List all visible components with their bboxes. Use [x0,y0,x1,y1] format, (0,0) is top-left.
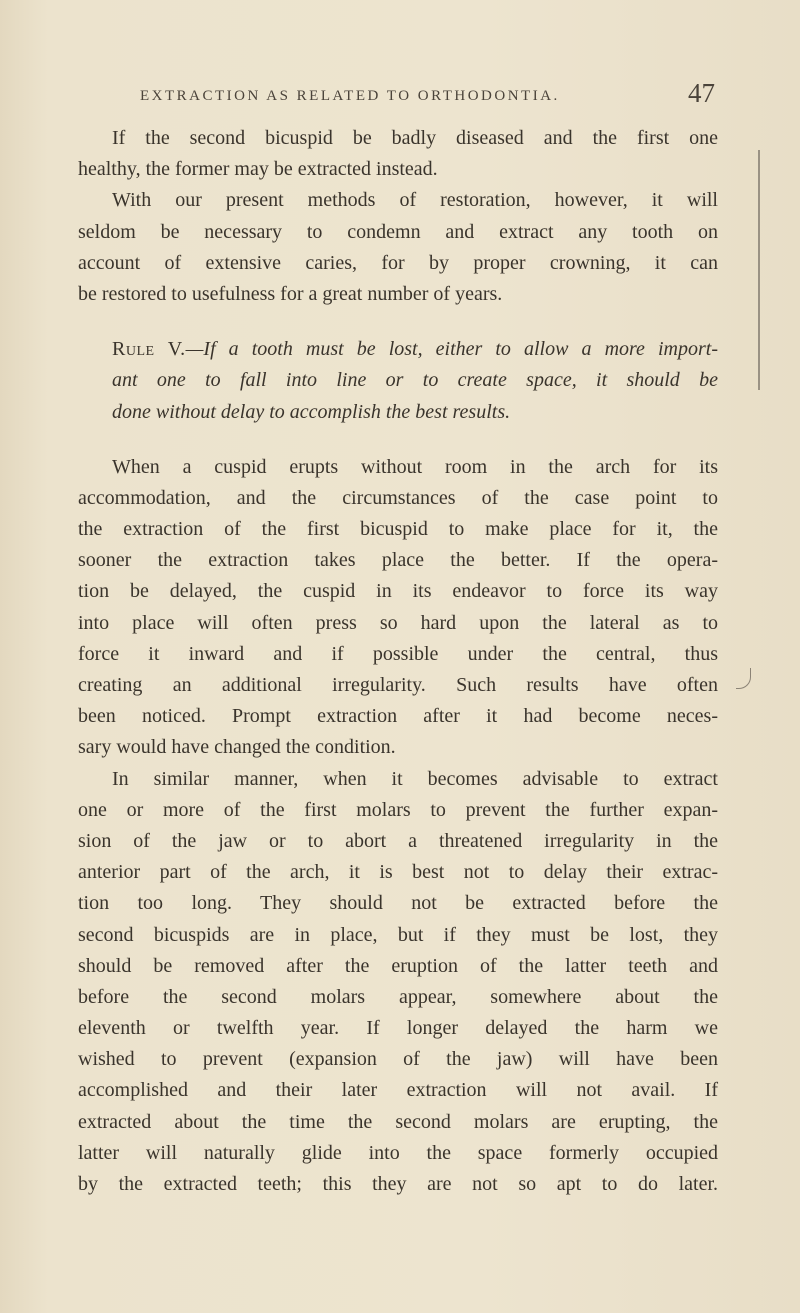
rule-text: —If a tooth must be lost, either to allow a more import- [185,338,718,361]
text-line: anterior part of the arch, it is best not to delay their extrac- [78,861,718,884]
paragraph-4 [78,764,718,1201]
text-line [78,334,718,365]
page-number: 47 [688,78,715,108]
text-line: seldom be necessary to condemn and extract any tooth on [78,220,718,243]
text-line: second bicuspids are in place, but if they must be lost, they [78,923,718,946]
paragraph-1 [78,123,718,185]
text-line: by the extracted teeth; this they are not so apt to do later. [78,1173,718,1195]
text-line: be restored to usefulness for a great number of years. [78,282,503,305]
text-line: extracted about the time the second molars are erupting, the [78,1110,718,1133]
text-line: one or more of the first molars to prevent the further expan- [78,798,718,821]
text-line: tion be delayed, the cuspid in its endeavor to force its way [78,580,718,603]
text-line: account of extensive caries, for by proper crowning, it can [78,251,718,274]
text-line: latter will naturally glide into the space formerly occupied [78,1141,718,1164]
text-line: sooner the extraction takes place the better. If the opera- [78,549,718,572]
text-line: ant one to fall into line or to create space, it should be [112,369,718,392]
text-line: When a cuspid erupts without room in the arch for its [112,455,718,478]
text-line: should be removed after the eruption of the latter teeth and [78,954,718,977]
body-text [78,123,718,1200]
text-line: eleventh or twelfth year. If longer delayed the harm we [78,1017,718,1040]
rule-label: Rule V. [112,338,186,361]
text-line: healthy, the former may be extracted instead. [78,158,438,181]
paragraph-2 [78,185,718,310]
text-line: force it inward and if possible under the central, thus [78,642,718,665]
text-line: sary would have changed the condition. [78,736,396,759]
text-line: If the second bicuspid be badly diseased and the first one [112,127,718,149]
text-line: the extraction of the first bicuspid to make place for it, the [78,518,718,541]
paragraph-3 [78,452,718,764]
text-line: In similar manner, when it becomes advisable to extract [112,767,718,790]
text-line: into place will often press so hard upon the lateral as to [78,611,718,634]
rule-paragraph [78,334,718,428]
margin-pencil-mark [736,668,751,689]
text-line: With our present methods of restoration, however, it will [112,189,718,212]
text-line: accomplished and their later extraction will not avail. If [78,1079,718,1102]
text-line: wished to prevent (expansion of the jaw) will have been [78,1048,718,1071]
text-line: before the second molars appear, somewhere about the [78,985,718,1008]
text-line: done without delay to accomplish the best results. [112,400,511,423]
margin-mark [758,150,760,390]
text-line: tion too long. They should not be extracted before the [78,892,718,915]
text-line: sion of the jaw or to abort a threatened irregularity in the [78,829,718,852]
text-line: been noticed. Prompt extraction after it had become neces- [78,705,718,728]
running-head: EXTRACTION AS RELATED TO ORTHODONTIA. [140,88,560,104]
text-line: creating an additional irregularity. Such results have often [78,674,718,696]
text-line: accommodation, and the circumstances of the case point to [78,486,718,509]
